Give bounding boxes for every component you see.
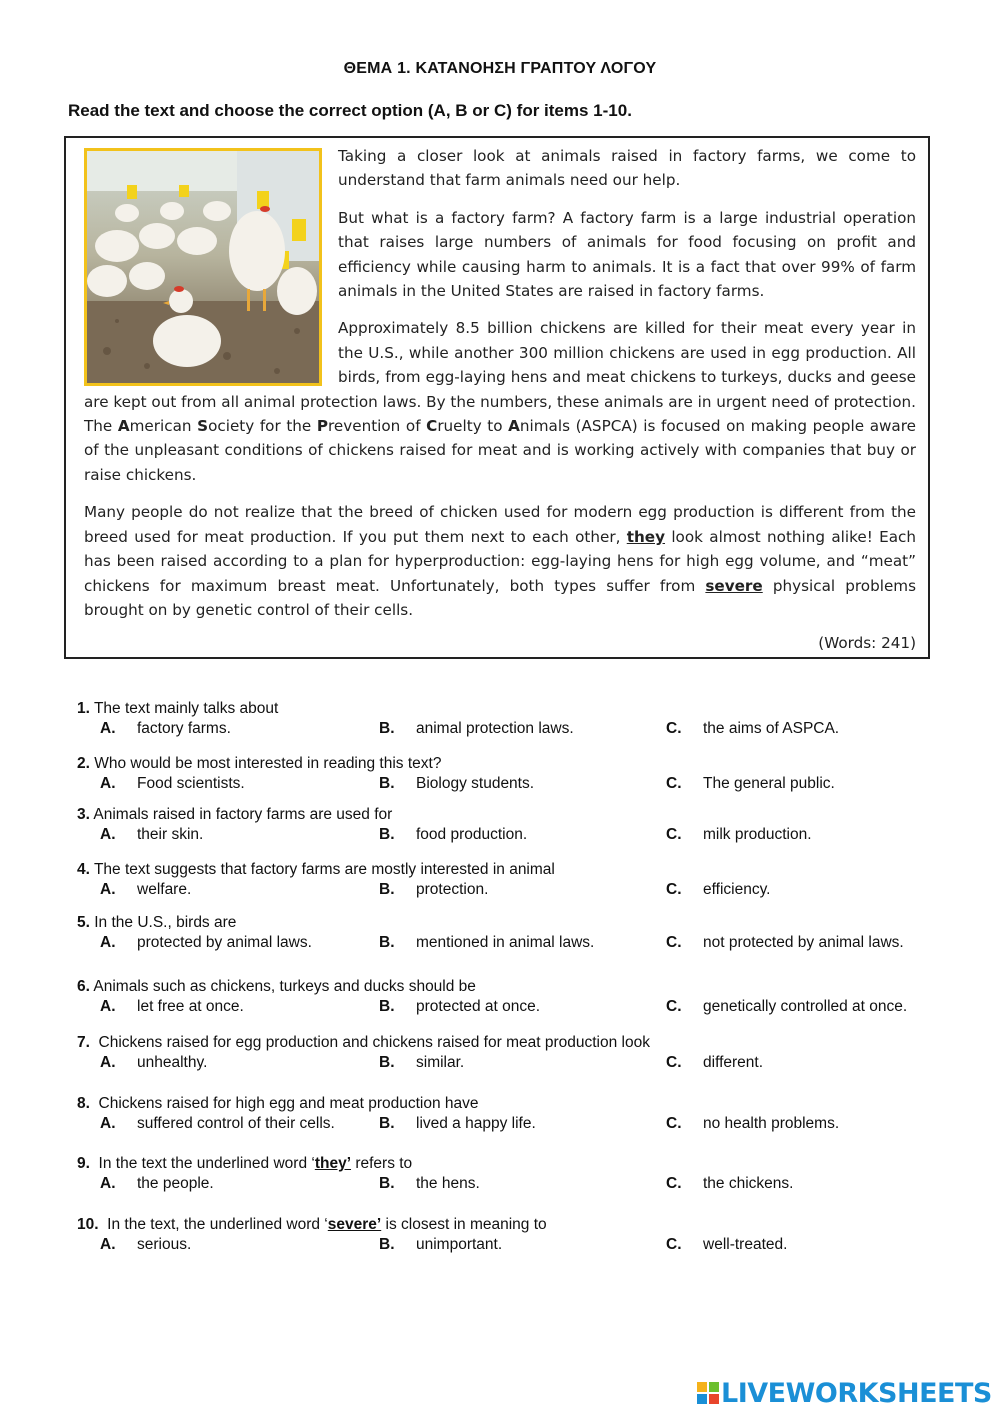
option-b[interactable] bbox=[379, 1235, 502, 1255]
option-letter: C. bbox=[666, 826, 682, 843]
question-stem: Animals such as chickens, turkeys and ducks should be bbox=[89, 978, 476, 995]
option-text: Biology students. bbox=[416, 775, 535, 792]
option-c[interactable] bbox=[666, 933, 904, 953]
option-a[interactable] bbox=[100, 1053, 207, 1073]
option-letter: B. bbox=[379, 1175, 395, 1192]
option-letter: A. bbox=[100, 1175, 116, 1192]
passage-paragraph-3-start: Approximately 8.5 billion chickens are killed for their meat every year in the U.S., while another 300 million chickens are used in egg production. All birds, from egg-laying hens and meat chickens to turkeys, ducks and geese are kept out from all animal protection laws. By the numbers, these animals are in urgent need of protection. The bbox=[84, 319, 916, 436]
option-letter: A. bbox=[100, 1236, 116, 1253]
option-letter: B. bbox=[379, 1236, 395, 1253]
option-a[interactable] bbox=[100, 1174, 214, 1194]
question-underlined-word: they’ bbox=[314, 1155, 352, 1172]
option-a[interactable] bbox=[100, 1235, 191, 1255]
question-stem: Animals raised in factory farms are used for bbox=[89, 806, 393, 823]
question-underlined-word: severe’ bbox=[327, 1216, 382, 1233]
question-stem: Chickens raised for high egg and meat production have bbox=[89, 1095, 479, 1112]
option-b[interactable] bbox=[379, 997, 540, 1017]
aspca-letter-a2: A bbox=[508, 417, 520, 436]
question-9 bbox=[77, 1154, 977, 1194]
option-letter: B. bbox=[379, 1115, 395, 1132]
option-letter: B. bbox=[379, 775, 395, 792]
liveworksheets-logo[interactable] bbox=[697, 1378, 992, 1408]
option-letter: C. bbox=[666, 934, 682, 951]
option-b[interactable] bbox=[379, 719, 574, 739]
option-letter: A. bbox=[100, 720, 116, 737]
option-a[interactable] bbox=[100, 997, 244, 1017]
option-letter: A. bbox=[100, 881, 116, 898]
option-text: protected at once. bbox=[416, 998, 541, 1015]
option-c[interactable] bbox=[666, 1114, 839, 1134]
aspca-part: ociety for the bbox=[208, 417, 317, 436]
option-text: the people. bbox=[137, 1175, 214, 1192]
question-number: 5. bbox=[77, 914, 90, 931]
liveworksheets-logo-icon bbox=[697, 1382, 719, 1404]
option-letter: C. bbox=[666, 775, 682, 792]
option-text: their skin. bbox=[137, 826, 204, 843]
option-letter: B. bbox=[379, 826, 395, 843]
aspca-part: nimals bbox=[519, 417, 571, 436]
option-c[interactable] bbox=[666, 1235, 787, 1255]
option-c[interactable] bbox=[666, 825, 812, 845]
option-text: welfare. bbox=[137, 881, 192, 898]
question-number: 3. bbox=[77, 806, 90, 823]
question-6 bbox=[77, 977, 977, 1017]
question-stem: Chickens raised for egg production and chickens raised for meat production look bbox=[89, 1034, 650, 1051]
option-text: Food scientists. bbox=[137, 775, 245, 792]
question-8 bbox=[77, 1094, 977, 1134]
question-stem-start: In the text the underlined word ‘ bbox=[89, 1155, 315, 1172]
option-letter: A. bbox=[100, 1115, 116, 1132]
option-letter: B. bbox=[379, 1054, 395, 1071]
question-stem: In the U.S., birds are bbox=[89, 914, 237, 931]
passage-paragraph-4-a: Many people do not realize that the breed of chicken used for modern egg production is different from the breed used for meat production. If you put them next to each other, bbox=[84, 503, 916, 546]
question-stem: Who would be most interested in reading this text? bbox=[89, 755, 442, 772]
option-text: milk production. bbox=[703, 826, 812, 843]
aspca-part: revention of bbox=[328, 417, 427, 436]
option-c[interactable] bbox=[666, 997, 907, 1017]
question-number: 6. bbox=[77, 978, 90, 995]
question-4 bbox=[77, 860, 977, 900]
aspca-letter-a: A bbox=[117, 417, 130, 436]
option-letter: B. bbox=[379, 881, 395, 898]
chicken-farm-photo bbox=[84, 148, 322, 386]
word-count: (Words: 241) bbox=[818, 634, 916, 653]
option-b[interactable] bbox=[379, 825, 527, 845]
chicken-farm-illustration bbox=[87, 151, 319, 383]
option-text: genetically controlled at once. bbox=[703, 998, 908, 1015]
aspca-letter-c: C bbox=[426, 417, 438, 436]
option-letter: A. bbox=[100, 775, 116, 792]
option-a[interactable] bbox=[100, 1114, 335, 1134]
question-stem-start: In the text, the underlined word ‘ bbox=[98, 1216, 328, 1233]
option-text: different. bbox=[703, 1054, 764, 1071]
underlined-word-severe: severe bbox=[705, 576, 763, 595]
option-c[interactable] bbox=[666, 719, 839, 739]
question-number: 7. bbox=[77, 1034, 90, 1051]
aspca-letter-s: S bbox=[197, 417, 209, 436]
option-b[interactable] bbox=[379, 880, 488, 900]
question-3 bbox=[77, 805, 977, 845]
option-b[interactable] bbox=[379, 933, 594, 953]
option-c[interactable] bbox=[666, 880, 771, 900]
question-number: 1. bbox=[77, 700, 90, 717]
option-text: efficiency. bbox=[703, 881, 771, 898]
option-text: unimportant. bbox=[416, 1236, 503, 1253]
question-stem-end: is closest in meaning to bbox=[381, 1216, 547, 1233]
option-letter: A. bbox=[100, 934, 116, 951]
option-text: protection. bbox=[416, 881, 489, 898]
option-text: the hens. bbox=[416, 1175, 480, 1192]
passage-paragraph-2: But what is a factory farm? A factory farm is a large industrial operation that raises large numbers of animals for food focusing on profit and efficiency while causing harm to animals. It is a fact that over 99% of farm animals in the United States are raised in factory farms. bbox=[338, 208, 916, 301]
option-text: unhealthy. bbox=[137, 1054, 208, 1071]
option-text: lived a happy life. bbox=[416, 1115, 536, 1132]
instructions: Read the text and choose the correct option (A, B or C) for items 1-10. bbox=[68, 101, 632, 120]
option-text: The general public. bbox=[703, 775, 835, 792]
option-text: serious. bbox=[137, 1236, 192, 1253]
option-text: let free at once. bbox=[137, 998, 244, 1015]
option-text: factory farms. bbox=[137, 720, 231, 737]
option-letter: B. bbox=[379, 720, 395, 737]
option-c[interactable] bbox=[666, 1053, 763, 1073]
option-letter: B. bbox=[379, 934, 395, 951]
option-letter: A. bbox=[100, 998, 116, 1015]
option-c[interactable] bbox=[666, 1174, 793, 1194]
option-letter: C. bbox=[666, 881, 682, 898]
option-c[interactable] bbox=[666, 774, 835, 794]
question-number: 2. bbox=[77, 755, 90, 772]
passage-paragraph-1: Taking a closer look at animals raised in factory farms, we come to understand that farm animals need our help. bbox=[338, 147, 916, 190]
option-a[interactable] bbox=[100, 719, 231, 739]
option-letter: C. bbox=[666, 1175, 682, 1192]
question-7 bbox=[77, 1033, 977, 1073]
question-2 bbox=[77, 754, 977, 794]
option-letter: C. bbox=[666, 720, 682, 737]
question-number: 9. bbox=[77, 1155, 90, 1172]
option-letter: C. bbox=[666, 998, 682, 1015]
question-stem: The text suggests that factory farms are mostly interested in animal bbox=[89, 861, 555, 878]
aspca-letter-p: P bbox=[316, 417, 328, 436]
option-text: protected by animal laws. bbox=[137, 934, 312, 951]
question-stem: The text mainly talks about bbox=[89, 700, 279, 717]
option-text: well-treated. bbox=[703, 1236, 788, 1253]
passage-paragraph-3-end: (ASPCA) is focused on making people aware of the unpleasant conditions of chickens raised for meat and is working actively with companies that buy or raise chickens. bbox=[84, 417, 916, 484]
underlined-word-they: they bbox=[626, 527, 666, 546]
option-letter: C. bbox=[666, 1115, 682, 1132]
aspca-part: merican bbox=[129, 417, 198, 436]
reading-passage bbox=[84, 144, 916, 656]
option-text: similar. bbox=[416, 1054, 465, 1071]
option-text: animal protection laws. bbox=[416, 720, 574, 737]
page-title: ΘΕΜΑ 1. ΚΑΤΑΝΟΗΣΗ ΓΡΑΠΤΟΥ ΛΟΓΟΥ bbox=[343, 60, 657, 77]
option-letter: A. bbox=[100, 826, 116, 843]
question-number: 10. bbox=[77, 1216, 99, 1233]
option-b[interactable] bbox=[379, 774, 534, 794]
question-5 bbox=[77, 913, 977, 953]
option-b[interactable] bbox=[379, 1114, 536, 1134]
option-a[interactable] bbox=[100, 774, 245, 794]
option-text: the chickens. bbox=[703, 1175, 794, 1192]
aspca-part: ruelty to bbox=[437, 417, 509, 436]
option-a[interactable] bbox=[100, 825, 203, 845]
option-letter: B. bbox=[379, 998, 395, 1015]
option-text: food production. bbox=[416, 826, 528, 843]
passage-paragraph-4 bbox=[84, 500, 916, 622]
option-text: mentioned in animal laws. bbox=[416, 934, 595, 951]
option-b[interactable] bbox=[379, 1053, 464, 1073]
option-letter: A. bbox=[100, 1054, 116, 1071]
option-text: suffered control of their cells. bbox=[137, 1115, 335, 1132]
question-number: 8. bbox=[77, 1095, 90, 1112]
question-10 bbox=[77, 1215, 977, 1255]
option-a[interactable] bbox=[100, 933, 312, 953]
liveworksheets-logo-text: LIVEWORKSHEETS bbox=[721, 1377, 992, 1409]
passage-paragraph-4-b: look almost nothing alike! Each has been raised according to a plan for hyperproduction: egg-laying hens for high egg volume, and “meat” chickens for maximum breast meat. Unfortunately, both types suffer from bbox=[84, 527, 916, 595]
question-1 bbox=[77, 699, 977, 739]
question-number: 4. bbox=[77, 861, 90, 878]
reading-passage-box bbox=[64, 136, 930, 659]
option-letter: C. bbox=[666, 1236, 682, 1253]
question-stem-end: refers to bbox=[351, 1155, 413, 1172]
option-b[interactable] bbox=[379, 1174, 480, 1194]
option-text: the aims of ASPCA. bbox=[703, 720, 840, 737]
option-a[interactable] bbox=[100, 880, 191, 900]
option-text: not protected by animal laws. bbox=[703, 934, 904, 951]
passage-paragraph-4-c: physical problems brought on by genetic control of their cells. bbox=[84, 576, 916, 619]
option-letter: C. bbox=[666, 1054, 682, 1071]
option-text: no health problems. bbox=[703, 1115, 840, 1132]
